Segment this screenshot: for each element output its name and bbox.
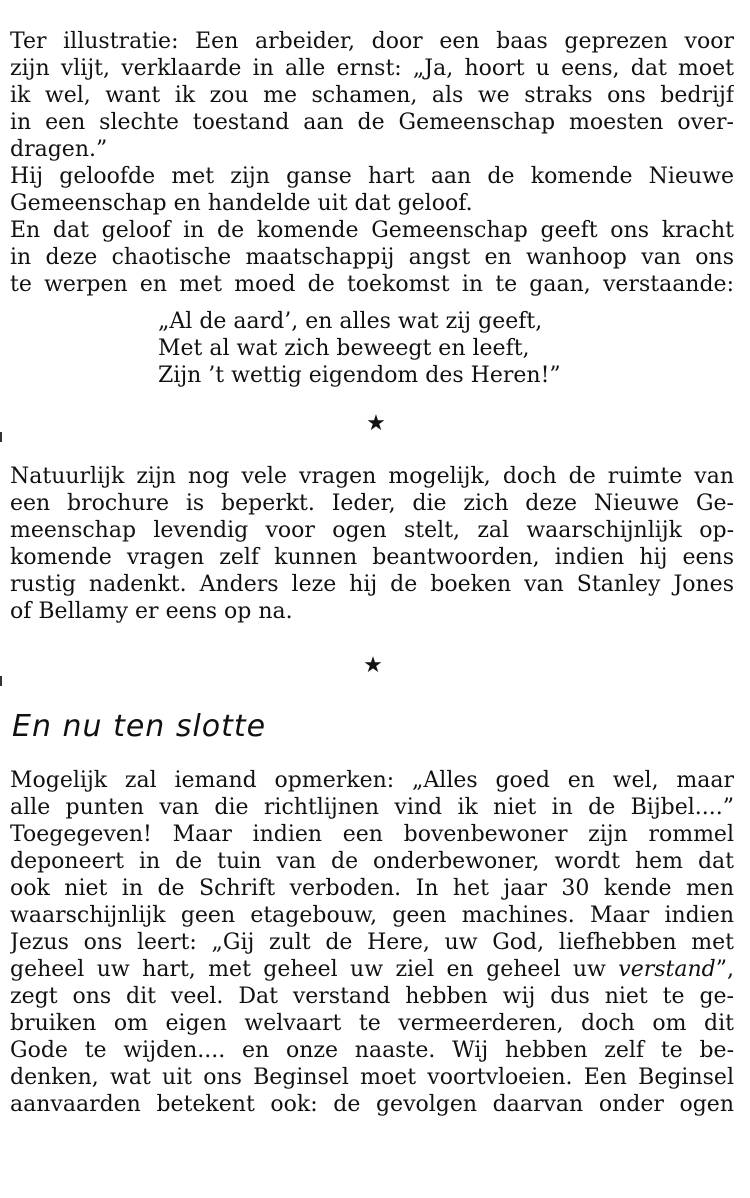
text-line: Jezus ons leert: „Gij zult de Here, uw God, liefhebben met	[10, 930, 734, 955]
text-line: waarschijnlijk geen etagebouw, geen machines. Maar indien	[10, 903, 734, 928]
paragraph-questions	[10, 463, 734, 625]
paragraph-closing	[10, 767, 734, 1118]
star-separator-icon: ★	[363, 653, 383, 678]
emphasis-verstand: verstand	[618, 957, 716, 982]
text-line: Hij geloofde met zijn ganse hart aan de komende Nieuwe	[10, 164, 734, 189]
text-line	[10, 956, 734, 983]
text-line: zijn vlijt, verklaarde in alle ernst: „Ja, hoort u eens, dat moet	[10, 56, 734, 81]
text-line: te werpen en met moed de toekomst in te gaan, verstaande:	[10, 272, 734, 297]
margin-mark	[0, 432, 2, 442]
section-heading: En nu ten slotte	[12, 709, 267, 744]
text-line: ik wel, want ik zou me schamen, als we straks ons bedrijf	[10, 83, 734, 108]
text-line: Gemeenschap en handelde uit dat geloof.	[10, 191, 473, 216]
poem-line: Zijn ’t wettig eigendom des Heren!”	[158, 363, 561, 388]
poem-line: „Al de aard’, en alles wat zij geeft,	[158, 309, 543, 334]
text-line: Ter illustratie: Een arbeider, door een baas geprezen voor	[10, 29, 734, 54]
text-line: of Bellamy er eens op na.	[10, 599, 293, 624]
text-line: Natuurlijk zijn nog vele vragen mogelijk, doch de ruimte van	[10, 464, 734, 489]
text-line: En dat geloof in de komende Gemeenschap geeft ons kracht	[10, 218, 734, 243]
margin-mark	[0, 676, 2, 686]
paragraph-illustration	[10, 28, 734, 163]
paragraph-belief	[10, 163, 734, 217]
text-line: in deze chaotische maatschappij angst en wanhoop van ons	[10, 245, 734, 270]
text-line: alle punten van die richtlijnen vind ik niet in de Bijbel....”	[10, 795, 734, 820]
poem-line: Met al wat zich beweegt en leeft,	[158, 336, 530, 361]
text-line: Toegegeven! Maar indien een bovenbewoner zijn rommel	[10, 822, 734, 847]
text-line: bruiken om eigen welvaart te vermeerderen, doch om dit	[10, 1011, 734, 1036]
text-line: zegt ons dit veel. Dat verstand hebben wij dus niet te ge-	[10, 984, 734, 1009]
text-line: ook niet in de Schrift verboden. In het jaar 30 kende men	[10, 876, 734, 901]
text-fragment: geheel uw hart, met geheel uw ziel en geheel uw	[10, 957, 619, 982]
text-line: Gode te wijden.... en onze naaste. Wij hebben zelf te be-	[10, 1038, 734, 1063]
star-separator-icon: ★	[366, 411, 386, 436]
text-line: denken, wat uit ons Beginsel moet voortvloeien. Een Beginsel	[10, 1065, 734, 1090]
text-line: deponeert in de tuin van de onderbewoner, wordt hem dat	[10, 849, 734, 874]
text-line: komende vragen zelf kunnen beantwoorden, indien hij eens	[10, 545, 734, 570]
text-line: aanvaarden betekent ook: de gevolgen daarvan onder ogen	[10, 1092, 734, 1117]
paragraph-strength	[10, 217, 734, 298]
text-line: dragen.”	[10, 137, 108, 162]
text-line: meenschap levendig voor ogen stelt, zal waarschijnlijk op-	[10, 518, 734, 543]
text-line: een brochure is beperkt. Ieder, die zich deze Nieuwe Ge-	[10, 491, 734, 516]
poem-quote	[158, 308, 734, 389]
text-line: in een slechte toestand aan de Gemeenschap moesten over-	[10, 110, 734, 135]
text-line: Mogelijk zal iemand opmerken: „Alles goed en wel, maar	[10, 768, 734, 793]
text-fragment: ”,	[715, 957, 734, 982]
text-line: rustig nadenkt. Anders leze hij de boeken van Stanley Jones	[10, 572, 734, 597]
